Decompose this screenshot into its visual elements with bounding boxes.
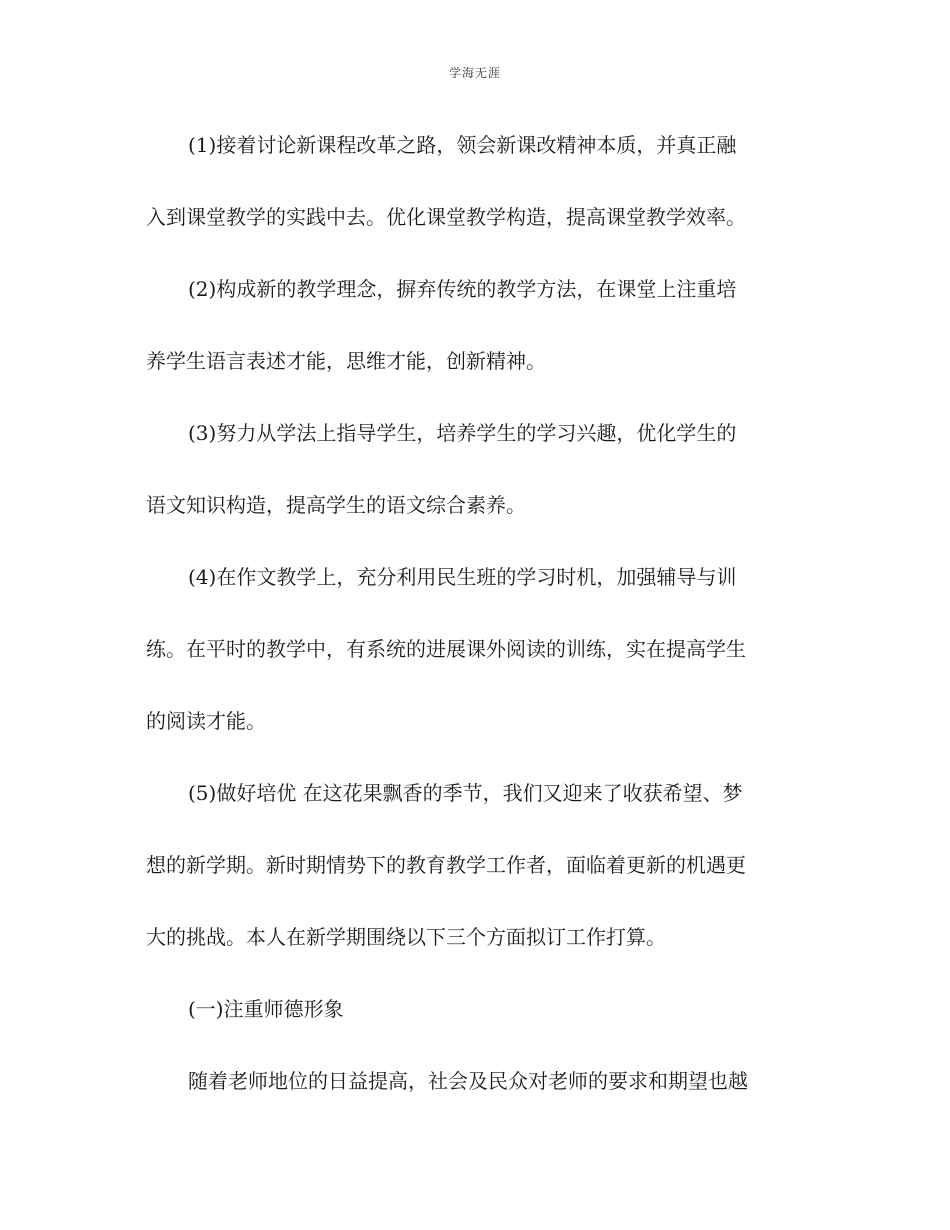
paragraph-line: (1)接着讨论新课程改革之路，领会新课改精神本质，并真正融 bbox=[188, 133, 737, 157]
paragraph-line: 养学生语言表述才能，思维才能，创新精神。 bbox=[146, 349, 546, 373]
paragraph-line: (4)在作文教学上，充分利用民生班的学习时机，加强辅导与训 bbox=[188, 565, 737, 589]
section-heading: (一)注重师德形象 bbox=[188, 997, 344, 1021]
paragraph-line: (5)做好培优 在这花果飘香的季节，我们又迎来了收获希望、梦 bbox=[188, 781, 743, 805]
paragraph-line: 大的挑战。本人在新学期围绕以下三个方面拟订工作打算。 bbox=[146, 925, 666, 949]
paragraph-line: (3)努力从学法上指导学生，培养学生的学习兴趣，优化学生的 bbox=[188, 421, 737, 445]
paragraph-line: 练。在平时的教学中，有系统的进展课外阅读的训练，实在提高学生 bbox=[146, 637, 746, 661]
paragraph-line: 随着老师地位的日益提高，社会及民众对老师的要求和期望也越 bbox=[188, 1069, 748, 1093]
paragraph-line: (2)构成新的教学理念，摒弃传统的教学方法，在课堂上注重培 bbox=[188, 277, 737, 301]
paragraph-line: 想的新学期。新时期情势下的教育教学工作者，面临着更新的机遇更 bbox=[146, 853, 746, 877]
paragraph-line: 的阅读才能。 bbox=[146, 709, 266, 733]
paragraph-line: 语文知识构造，提高学生的语文综合素养。 bbox=[146, 493, 526, 517]
paragraph-line: 入到课堂教学的实践中去。优化课堂教学构造，提高课堂教学效率。 bbox=[146, 205, 746, 229]
page-header: 学海无涯 bbox=[448, 66, 501, 80]
